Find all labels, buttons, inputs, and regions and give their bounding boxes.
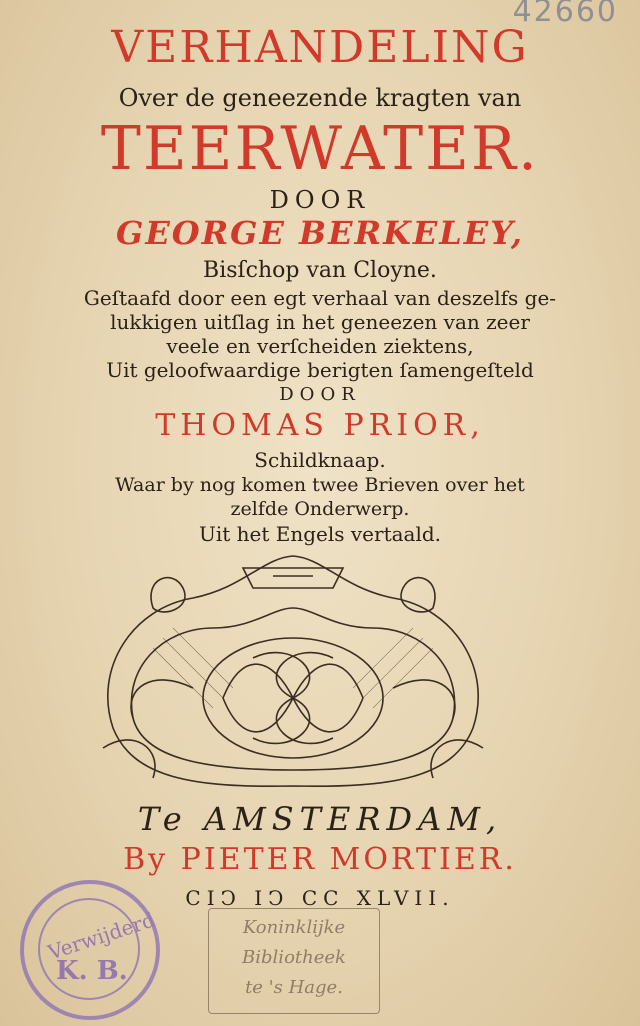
author-name: GEORGE BERKELEY, — [115, 214, 525, 252]
author-title: Bisſchop van Cloyne. — [203, 258, 437, 283]
title-verhandeling: VERHANDELING — [111, 22, 529, 73]
library-stamp-line-2: Bibliotheek — [242, 947, 346, 968]
withdrawn-stamp-text: Verwijderd — [45, 907, 158, 965]
description-line-1: Geſtaafd door een egt verhaal van deszelfs ge- — [83, 286, 557, 310]
archive-number: 42660 — [512, 0, 618, 29]
withdrawn-stamp — [20, 880, 160, 1020]
description-line-2: lukkigen uitſlag in het geneezen van zeer — [110, 310, 530, 334]
description-line-4: Uit geloofwaardige berigten ſamengeſteld — [106, 358, 534, 382]
description-line-3: veele en verſcheiden ziektens, — [166, 334, 474, 358]
title-teerwater: TEERWATER. — [100, 114, 540, 184]
compiler-name: THOMAS PRIOR, — [155, 408, 485, 443]
compiler-by-label: DOOR — [279, 384, 361, 405]
imprint-publisher: By PIETER MORTIER. — [123, 842, 517, 877]
imprint-year: CIↃ IↃ CC XLVII. — [185, 886, 455, 910]
withdrawn-stamp-initials: K. B. — [56, 956, 128, 986]
library-stamp — [208, 908, 380, 1014]
imprint-place: Te AMSTERDAM, — [137, 800, 503, 838]
compiler-title: Schildknaap. — [254, 448, 386, 472]
addition-line-1: Waar by nog komen twee Brieven over het — [115, 474, 525, 496]
printer-ornament — [93, 548, 493, 794]
addition-line-2: zelfde Onderwerp. — [230, 498, 410, 520]
title-subtitle: Over de geneezende kragten van — [118, 84, 522, 112]
library-stamp-line-3: te 's Hage. — [245, 977, 343, 998]
library-stamp-line-1: Koninklijke — [242, 917, 346, 938]
author-by-label: DOOR — [269, 186, 371, 214]
translation-note: Uit het Engels vertaald. — [198, 522, 442, 546]
